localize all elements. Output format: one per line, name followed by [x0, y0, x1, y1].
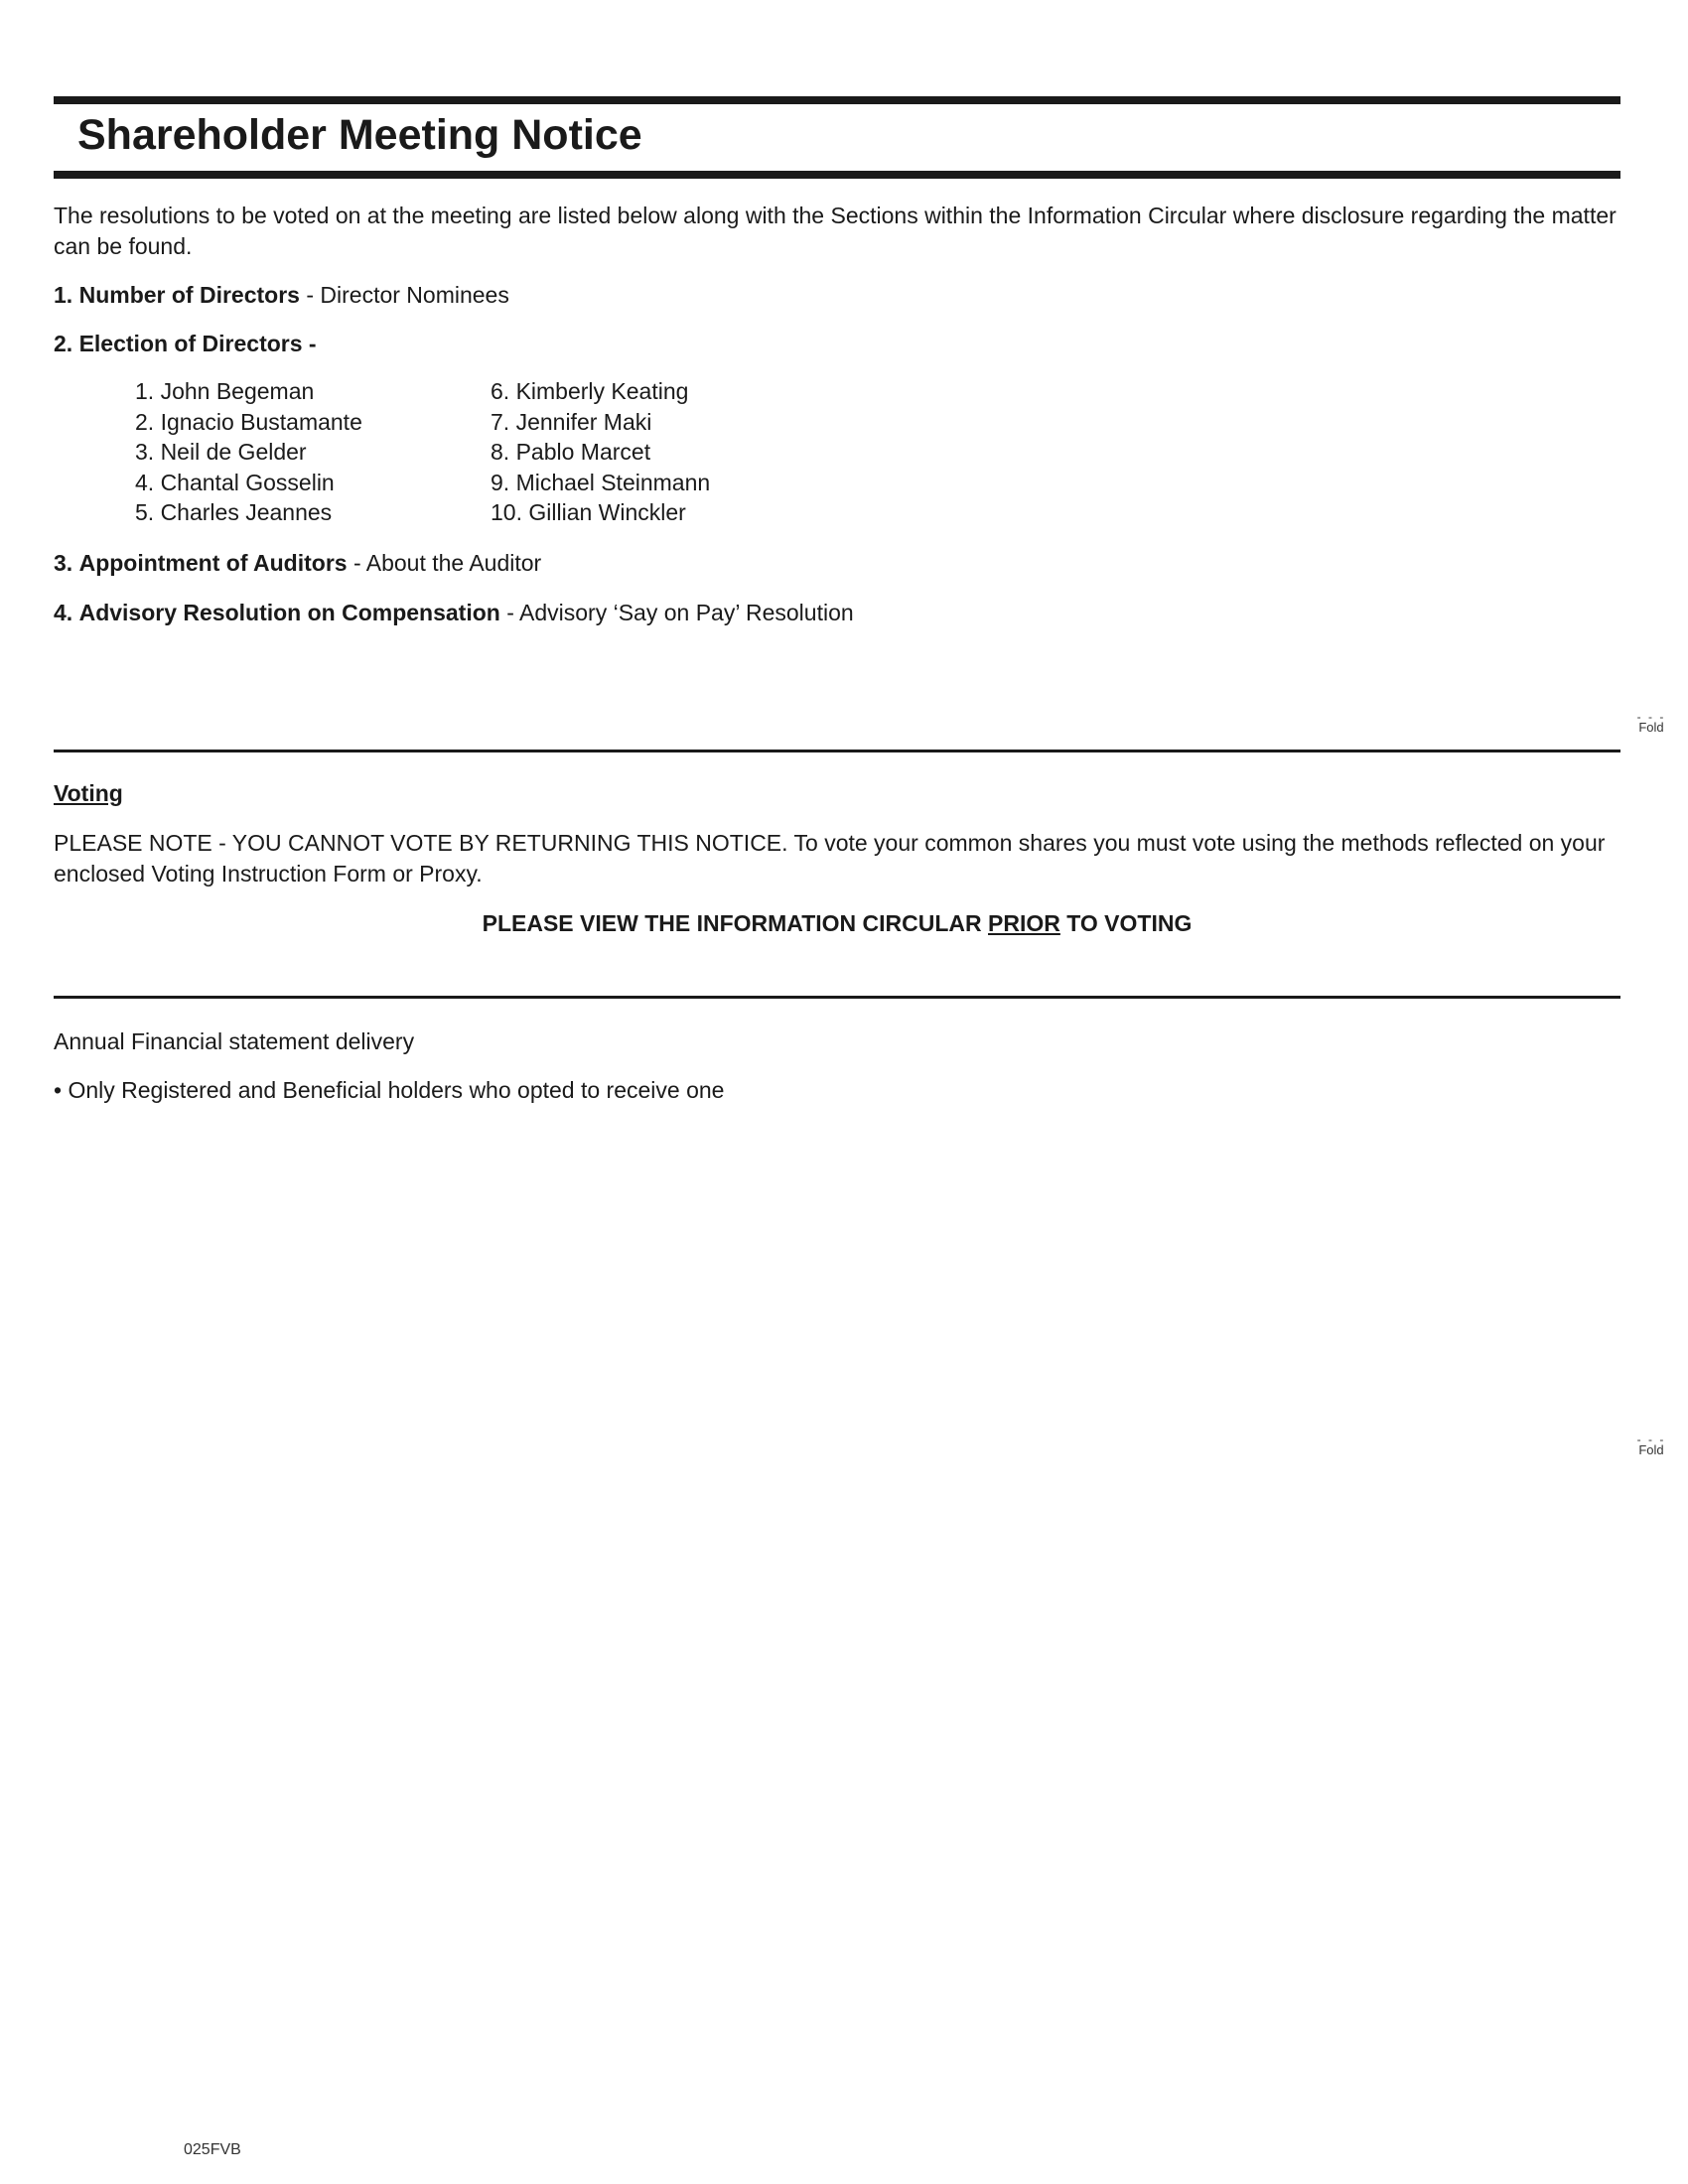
voting-heading: Voting: [54, 780, 123, 806]
resolution-4-number: 4.: [54, 600, 73, 625]
title-top-rule: [54, 96, 1620, 104]
voting-bottom-rule: [54, 996, 1620, 999]
resolution-3-separator: -: [347, 550, 366, 576]
fold-label: Fold: [1638, 720, 1664, 735]
resolution-1-section: Director Nominees: [320, 282, 509, 308]
view-circular-notice: [54, 908, 1620, 939]
resolution-4-title: Advisory Resolution on Compensation: [78, 600, 500, 625]
fold-dashes: - - -: [1636, 1433, 1666, 1446]
fold-label: Fold: [1638, 1442, 1664, 1457]
resolution-1-separator: -: [299, 282, 321, 308]
view-circular-suffix: TO VOTING: [1059, 910, 1193, 936]
fold-dashes: - - -: [1636, 710, 1666, 724]
director-item: 7. Jennifer Maki: [491, 408, 652, 435]
resolution-4: [54, 598, 854, 628]
director-item: 3. Neil de Gelder: [135, 439, 307, 465]
director-item: 9. Michael Steinmann: [491, 469, 711, 495]
resolution-1: [54, 280, 509, 311]
director-item: 4. Chantal Gosselin: [135, 469, 335, 495]
director-item: 5. Charles Jeannes: [135, 499, 333, 525]
voting-top-rule: [54, 750, 1620, 752]
resolution-2: [54, 329, 317, 359]
resolution-4-separator: -: [499, 600, 520, 625]
resolution-2-separator: -: [302, 331, 317, 356]
view-circular-emphasis: PRIOR: [988, 910, 1060, 936]
resolution-2-number: 2.: [54, 331, 73, 356]
resolution-3-title: Appointment of Auditors: [78, 550, 348, 576]
resolution-3-number: 3.: [54, 550, 73, 576]
resolution-4-section: Advisory ‘Say on Pay’ Resolution: [519, 600, 854, 625]
resolution-1-title: Number of Directors: [78, 282, 300, 308]
director-item: 2. Ignacio Bustamante: [135, 408, 362, 435]
fold-mark-lower: [1630, 1435, 1672, 1457]
resolution-3: [54, 548, 541, 579]
director-item: 6. Kimberly Keating: [491, 378, 689, 404]
voting-note: PLEASE NOTE - YOU CANNOT VOTE BY RETURNING THIS NOTICE. To vote your common shares you must vote using the methods reflected on your enclosed Voting Instruction Form or Proxy.: [54, 830, 1606, 887]
delivery-bullet: • Only Registered and Beneficial holders who opted to receive one: [54, 1077, 725, 1103]
form-code: 025FVB: [184, 2141, 241, 2158]
resolution-3-section: About the Auditor: [365, 550, 542, 576]
intro-paragraph: The resolutions to be voted on at the meeting are listed below along with the Sections within the Information Circular where disclosure regarding the matter can be found.: [54, 203, 1617, 259]
directors-list-right: [491, 376, 710, 528]
resolution-1-number: 1.: [54, 282, 73, 308]
resolution-2-title: Election of Directors: [78, 331, 303, 356]
directors-list-left: [135, 376, 362, 528]
title-bottom-rule: [54, 171, 1620, 179]
director-item: 8. Pablo Marcet: [491, 439, 651, 465]
fold-mark-upper: [1630, 710, 1672, 735]
page-title: Shareholder Meeting Notice: [77, 111, 642, 159]
director-item: 1. John Begeman: [135, 378, 315, 404]
delivery-heading: Annual Financial statement delivery: [54, 1028, 415, 1054]
director-item: 10. Gillian Winckler: [491, 499, 686, 525]
view-circular-prefix: PLEASE VIEW THE INFORMATION CIRCULAR: [482, 910, 989, 936]
